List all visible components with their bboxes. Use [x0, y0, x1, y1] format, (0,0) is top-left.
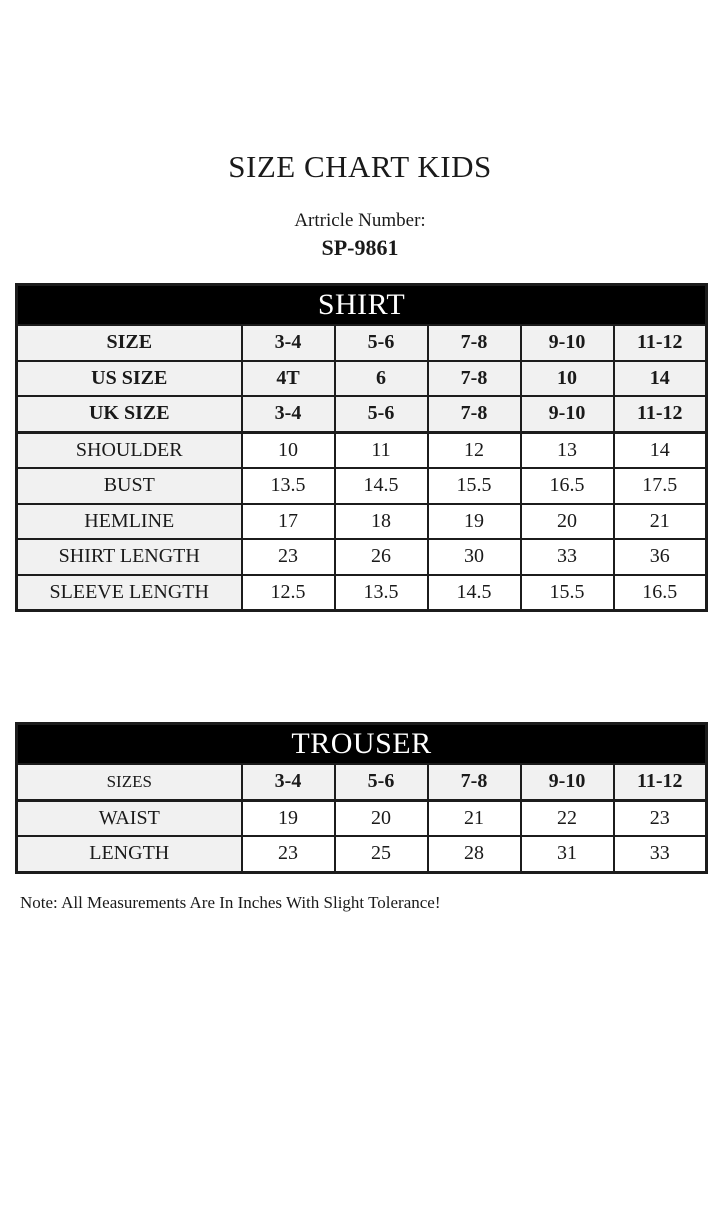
value-cell: 19 — [242, 800, 335, 836]
table-row — [17, 836, 707, 872]
value-cell: 33 — [521, 539, 614, 575]
value-cell: 15.5 — [521, 575, 614, 611]
value-cell: 14 — [614, 361, 707, 397]
table-row — [17, 800, 707, 836]
measurement-note: Note: All Measurements Are In Inches With Slight Tolerance! — [20, 892, 441, 912]
value-cell: 15.5 — [428, 468, 521, 504]
value-cell: 3-4 — [242, 325, 335, 361]
value-cell: 5-6 — [335, 325, 428, 361]
value-cell: 3-4 — [242, 764, 335, 800]
table-row — [17, 432, 707, 468]
row-label-cell: LENGTH — [17, 836, 242, 872]
value-cell: 13 — [521, 432, 614, 468]
value-cell: 9-10 — [521, 325, 614, 361]
table-row — [17, 468, 707, 504]
row-label-cell: WAIST — [17, 800, 242, 836]
value-cell: 17 — [242, 504, 335, 540]
value-cell: 16.5 — [521, 468, 614, 504]
value-cell: 4T — [242, 361, 335, 397]
value-cell: 16.5 — [614, 575, 707, 611]
table-header-row — [17, 724, 707, 765]
row-label-cell: SIZES — [17, 764, 242, 800]
page-title: SIZE CHART KIDS — [228, 149, 492, 184]
value-cell: 23 — [614, 800, 707, 836]
value-cell: 11-12 — [614, 764, 707, 800]
value-cell: 30 — [428, 539, 521, 575]
value-cell: 11 — [335, 432, 428, 468]
table-row — [17, 504, 707, 540]
value-cell: 6 — [335, 361, 428, 397]
value-cell: 23 — [242, 836, 335, 872]
value-cell: 5-6 — [335, 764, 428, 800]
value-cell: 33 — [614, 836, 707, 872]
value-cell: 22 — [521, 800, 614, 836]
value-cell: 23 — [242, 539, 335, 575]
table-row — [17, 539, 707, 575]
value-cell: 14.5 — [428, 575, 521, 611]
value-cell: 31 — [521, 836, 614, 872]
value-cell: 20 — [335, 800, 428, 836]
value-cell: 12.5 — [242, 575, 335, 611]
row-label-cell: BUST — [17, 468, 242, 504]
trouser-size-table — [15, 722, 708, 874]
value-cell: 7-8 — [428, 325, 521, 361]
value-cell: 26 — [335, 539, 428, 575]
value-cell: 19 — [428, 504, 521, 540]
value-cell: 13.5 — [242, 468, 335, 504]
shirt-table-title: SHIRT — [17, 285, 707, 326]
value-cell: 20 — [521, 504, 614, 540]
shirt-size-table — [15, 283, 708, 612]
value-cell: 36 — [614, 539, 707, 575]
value-cell: 28 — [428, 836, 521, 872]
row-label-cell: US SIZE — [17, 361, 242, 397]
value-cell: 11-12 — [614, 396, 707, 432]
table-row — [17, 325, 707, 361]
value-cell: 7-8 — [428, 361, 521, 397]
table-row — [17, 575, 707, 611]
value-cell: 7-8 — [428, 396, 521, 432]
row-label-cell: SLEEVE LENGTH — [17, 575, 242, 611]
article-number-label: Artricle Number: — [294, 210, 426, 232]
value-cell: 14 — [614, 432, 707, 468]
row-label-cell: SHIRT LENGTH — [17, 539, 242, 575]
table-header-row — [17, 285, 707, 326]
value-cell: 21 — [428, 800, 521, 836]
value-cell: 17.5 — [614, 468, 707, 504]
value-cell: 14.5 — [335, 468, 428, 504]
value-cell: 9-10 — [521, 764, 614, 800]
row-label-cell: UK SIZE — [17, 396, 242, 432]
table-row — [17, 361, 707, 397]
row-label-cell: HEMLINE — [17, 504, 242, 540]
value-cell: 18 — [335, 504, 428, 540]
value-cell: 13.5 — [335, 575, 428, 611]
table-row — [17, 764, 707, 800]
row-label-cell: SIZE — [17, 325, 242, 361]
row-label-cell: SHOULDER — [17, 432, 242, 468]
trouser-table-title: TROUSER — [17, 724, 707, 765]
value-cell: 11-12 — [614, 325, 707, 361]
value-cell: 3-4 — [242, 396, 335, 432]
value-cell: 5-6 — [335, 396, 428, 432]
value-cell: 10 — [242, 432, 335, 468]
value-cell: 25 — [335, 836, 428, 872]
table-row — [17, 396, 707, 432]
value-cell: 9-10 — [521, 396, 614, 432]
value-cell: 10 — [521, 361, 614, 397]
value-cell: 21 — [614, 504, 707, 540]
value-cell: 7-8 — [428, 764, 521, 800]
value-cell: 12 — [428, 432, 521, 468]
article-number-value: SP-9861 — [321, 234, 399, 260]
